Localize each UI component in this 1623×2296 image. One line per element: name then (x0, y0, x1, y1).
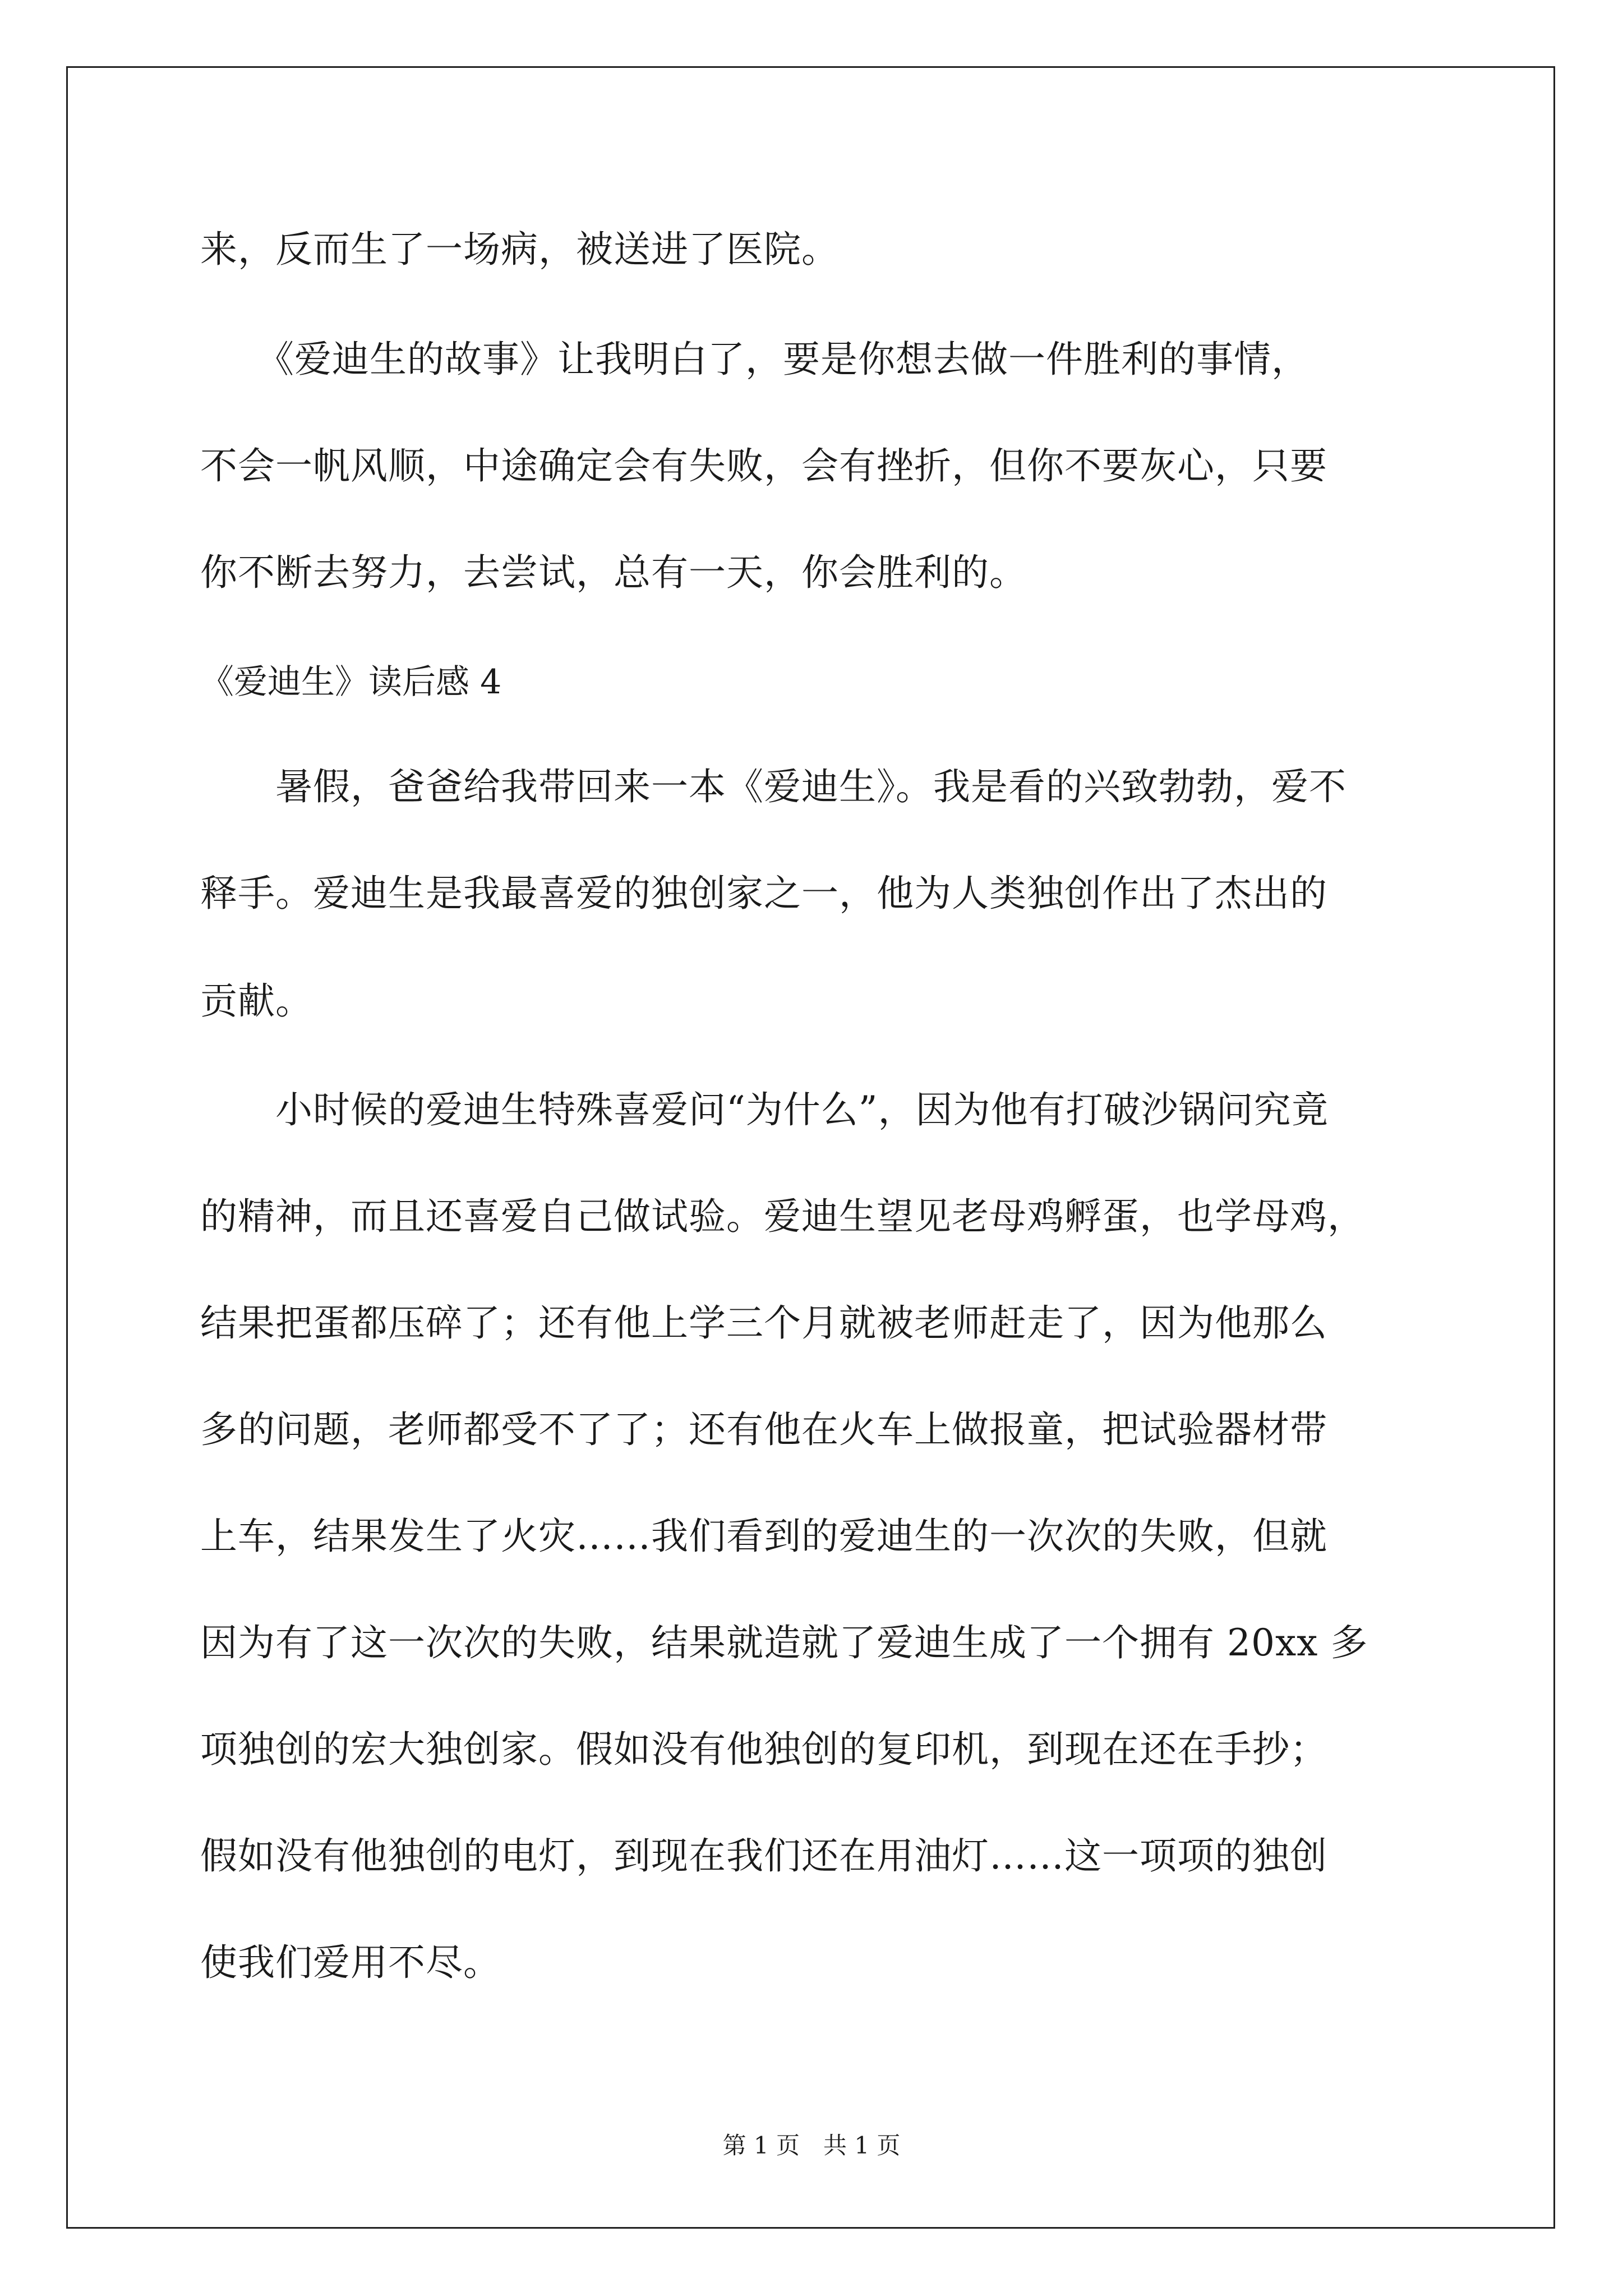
text-line: 小时候的爱迪生特殊喜爱问“为什么”，因为他有打破沙锅问究竟 (200, 1088, 1329, 1131)
text-line: 暑假，爸爸给我带回来一本《爱迪生》。我是看的兴致勃勃，爱不 (200, 765, 1347, 808)
text-line: 多的问题，老师都受不了了；还有他在火车上做报童，把试验器材带 (200, 1408, 1327, 1451)
text-line: 项独创的宏大独创家。假如没有他独创的复印机，到现在还在手抄； (200, 1728, 1327, 1771)
text-line: 贡献。 (200, 979, 313, 1023)
text-line: 因为有了这一次次的失败，结果就造就了爱迪生成了一个拥有 20xx 多 (200, 1621, 1368, 1664)
page-number-footer: 第 1 页 共 1 页 (722, 2132, 901, 2159)
text-line: 不会一帆风顺，中途确定会有失败，会有挫折，但你不要灰心，只要 (200, 444, 1327, 487)
text-line: 的精神，而且还喜爱自己做试验。爱迪生望见老母鸡孵蛋，也学母鸡， (200, 1195, 1365, 1238)
text-line: 使我们爱用不尽。 (200, 1941, 501, 1984)
section-heading: 《爱迪生》读后感 4 (200, 662, 502, 702)
page-border (66, 66, 1555, 2229)
text-line: 来，反而生了一场病，被送进了医院。 (200, 228, 839, 271)
text-line: 结果把蛋都压碎了；还有他上学三个月就被老师赶走了，因为他那么 (200, 1301, 1327, 1345)
text-line: 假如没有他独创的电灯，到现在我们还在用油灯……这一项项的独创 (200, 1834, 1327, 1878)
text-line: 释手。爱迪生是我最喜爱的独创家之一，他为人类独创作出了杰出的 (200, 872, 1327, 915)
text-line: 你不断去努力，去尝试，总有一天，你会胜利的。 (200, 551, 1027, 594)
text-line: 上车，结果发生了火灾……我们看到的爱迪生的一次次的失败，但就 (200, 1515, 1327, 1558)
text-line: 《爱迪生的故事》让我明白了，要是你想去做一件胜利的事情， (200, 338, 1309, 381)
